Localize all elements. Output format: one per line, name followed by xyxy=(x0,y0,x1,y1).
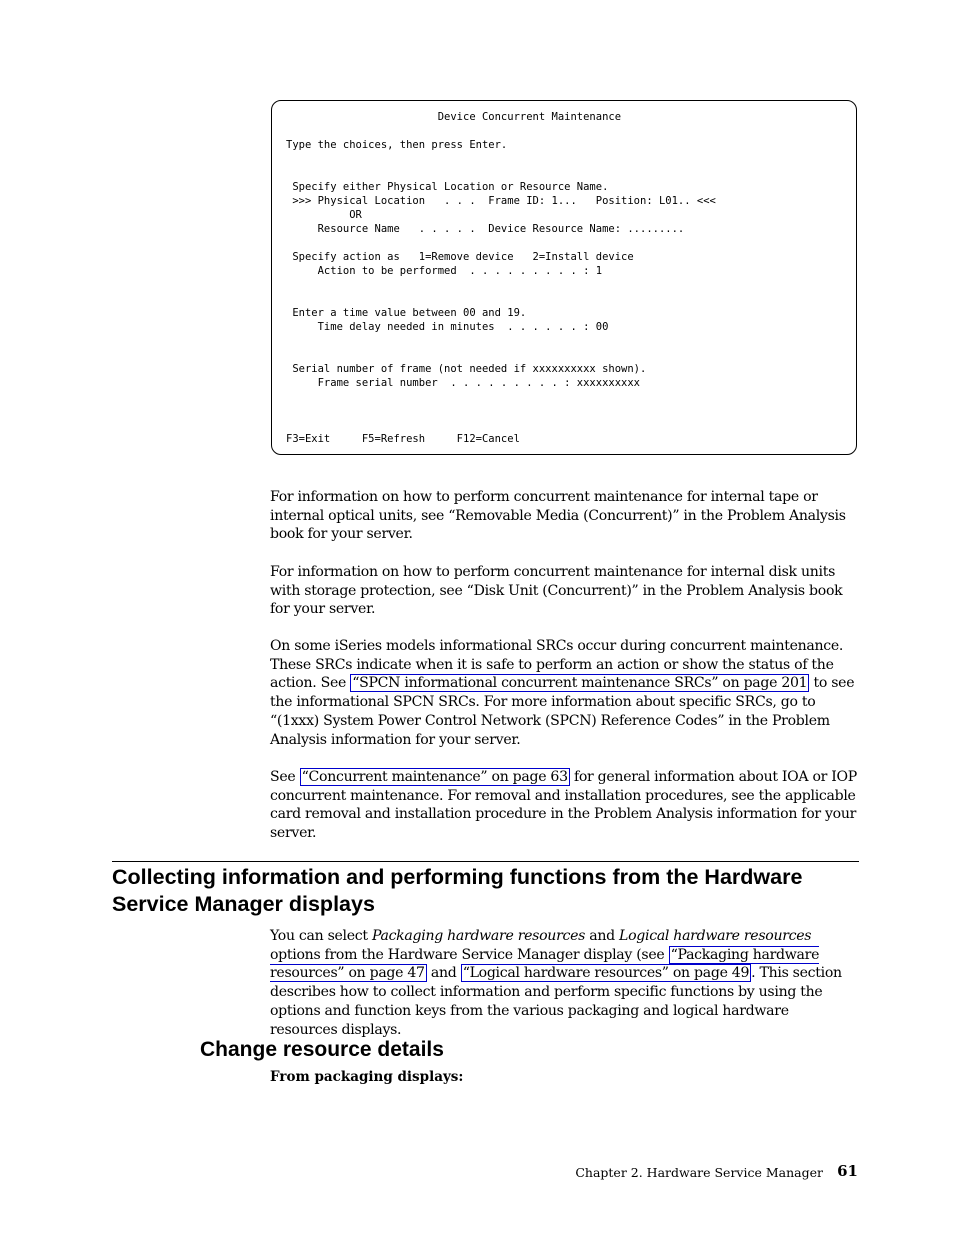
terminal-screen-text xyxy=(286,110,716,446)
link-packaging-hardware-resources-page-47[interactable]: “Packaging hardware resources” on page 47 xyxy=(270,946,820,982)
terminal-line: >>> Physical Location . . . Frame ID: 1... Position: L01.. <<< xyxy=(286,195,716,207)
paragraph-removable-media: For information on how to perform concurrent maintenance for internal tape or internal optical units, see “Removable Media (Concurrent)” in the Problem Analysis book for your server. xyxy=(270,489,846,543)
terminal-line: OR xyxy=(286,209,362,221)
terminal-line: Frame serial number . . . . . . . . . : xxxxxxxxxx xyxy=(286,377,641,389)
subsection-heading: Change resource details xyxy=(200,1038,444,1061)
paragraph-text: and xyxy=(426,965,461,982)
link-logical-hardware-resources-page-49[interactable]: “Logical hardware resources” on page 49 xyxy=(462,965,750,982)
term-logical-hardware-resources: Logical hardware resources xyxy=(619,928,812,944)
paragraph-text: You can select xyxy=(270,928,372,944)
terminal-line: Enter a time value between 00 and 19. xyxy=(286,307,527,319)
terminal-line xyxy=(286,124,716,138)
terminal-line: Resource Name . . . . . Device Resource Name: ......... xyxy=(286,223,685,235)
terminal-line xyxy=(286,166,716,180)
paragraph-text: . This section describes how to collect information and perform specific functions by using the options and function keys from the various packaging and logical hardware resources displays. xyxy=(270,965,842,1038)
terminal-line: F3=Exit F5=Refresh F12=Cancel xyxy=(286,433,520,445)
terminal-line xyxy=(286,278,716,292)
terminal-line: Time delay needed in minutes . . . . . . : 00 xyxy=(286,321,609,333)
paragraph-concurrent-maintenance xyxy=(270,768,860,843)
terminal-line xyxy=(286,348,716,362)
terminal-line xyxy=(286,418,716,432)
paragraph-text: for general information about IOA or IOP concurrent maintenance. For removal and installation procedures, see the applicable card removal and installation procedure in the Problem Analysis information for your server. xyxy=(270,769,857,842)
terminal-line xyxy=(286,292,716,306)
terminal-line: Specify either Physical Location or Resource Name. xyxy=(286,181,609,193)
paragraph-informational-srcs xyxy=(270,637,860,749)
paragraph-disk-unit: For information on how to perform concurrent maintenance for internal disk units with storage protection, see “Disk Unit (Concurrent)” in the Problem Analysis book for your server. xyxy=(270,564,843,618)
subsection-label: From packaging displays: xyxy=(270,1069,464,1085)
terminal-line xyxy=(286,236,716,250)
terminal-line xyxy=(286,390,716,404)
paragraph-text: and xyxy=(585,928,620,944)
paragraph-text: to see the informational SPCN SRCs. For more information about specific SRCs, go to “(1xxx) System Power Control Network (SPCN) Reference Codes” in the Problem Analysis information for your server. xyxy=(270,675,855,748)
section-heading: Collecting information and performing functions from the Hardware Service Manager displays xyxy=(112,865,803,916)
terminal-line xyxy=(286,404,716,418)
terminal-line xyxy=(286,334,716,348)
terminal-line xyxy=(286,152,716,166)
footer-chapter-title: Chapter 2. Hardware Service Manager xyxy=(575,1165,823,1180)
terminal-line: Action to be performed . . . . . . . . . : 1 xyxy=(286,265,603,277)
section-intro-paragraph xyxy=(270,927,860,1039)
paragraph-text: See xyxy=(270,769,300,785)
paragraph-text: options from the Hardware Service Manager display (see xyxy=(270,946,669,963)
paragraph-text: On some iSeries models informational SRCs occur during concurrent maintenance. These SRCs indicate when it is safe to perform an action or show the status of the action. See xyxy=(270,638,844,692)
terminal-line: Specify action as 1=Remove device 2=Install device xyxy=(286,251,634,263)
footer-page-number: 61 xyxy=(837,1162,858,1180)
terminal-line: Serial number of frame (not needed if xxxxxxxxxx shown). xyxy=(286,363,647,375)
terminal-line: Type the choices, then press Enter. xyxy=(286,139,508,151)
section-divider xyxy=(112,861,859,862)
link-spcn-srcs-page-201[interactable]: “SPCN informational concurrent maintenance SRCs” on page 201 xyxy=(352,675,808,692)
term-packaging-hardware-resources: Packaging hardware resources xyxy=(371,928,586,944)
terminal-line: Device Concurrent Maintenance xyxy=(286,111,622,123)
link-concurrent-maintenance-page-63[interactable]: “Concurrent maintenance” on page 63 xyxy=(301,769,568,785)
